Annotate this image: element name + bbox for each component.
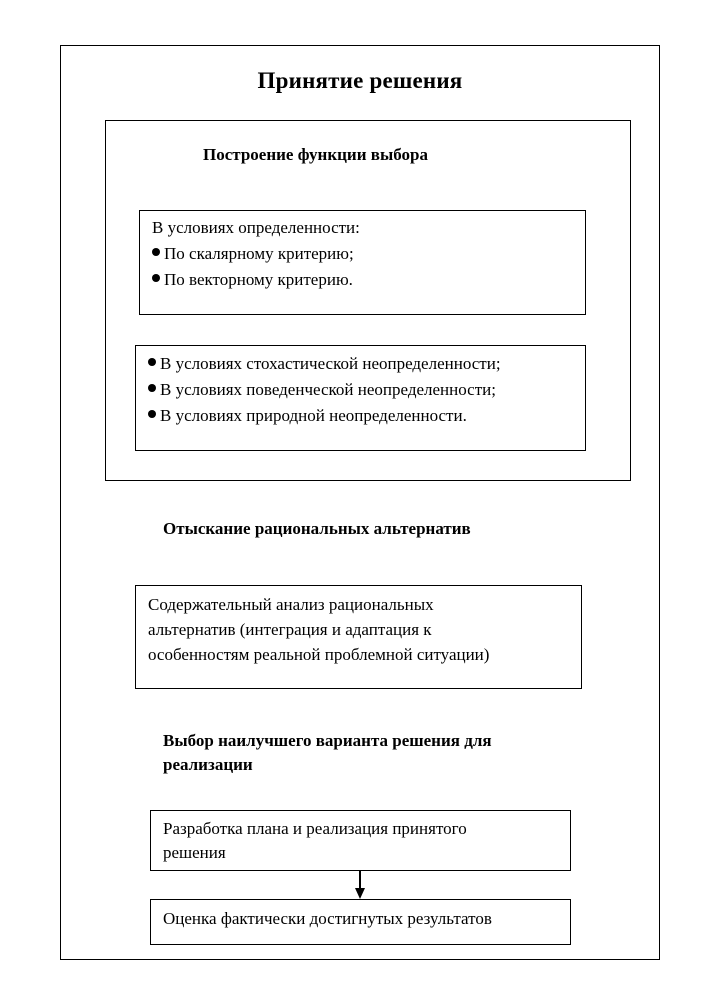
choice-function-heading: Построение функции выбора xyxy=(203,145,428,164)
best-option-heading-line: Выбор наилучшего варианта решения для xyxy=(163,731,492,750)
best-option-heading-line: реализации xyxy=(163,755,253,774)
diagram-title: Принятие решения xyxy=(257,68,463,93)
bullet-icon xyxy=(148,358,156,366)
certainty-box xyxy=(139,210,586,315)
uncertainty-item-label: В условиях стохастической неопределенности; xyxy=(160,354,501,373)
certainty-item-label: По векторному критерию. xyxy=(164,270,353,289)
uncertainty-item-label: В условиях природной неопределенности. xyxy=(160,406,467,425)
bullet-icon xyxy=(152,248,160,256)
bullet-icon xyxy=(148,410,156,418)
plan-implementation-box xyxy=(150,810,571,871)
uncertainty-item xyxy=(148,403,585,429)
results-evaluation-box xyxy=(150,899,571,945)
uncertainty-item-label: В условиях поведенческой неопределенности; xyxy=(160,380,496,399)
certainty-item-label: По скалярному критерию; xyxy=(164,244,354,263)
plan-implementation-line: решения xyxy=(163,843,226,862)
bullet-icon xyxy=(148,384,156,392)
uncertainty-box xyxy=(135,345,586,451)
bullet-icon xyxy=(152,274,160,282)
best-option-heading xyxy=(163,729,492,777)
alternatives-analysis-line: альтернатив (интеграция и адаптация к xyxy=(148,620,432,639)
certainty-item xyxy=(152,241,585,267)
certainty-header: В условиях определенности: xyxy=(152,218,360,237)
alternatives-heading: Отыскание рациональных альтернатив xyxy=(163,519,471,538)
alternatives-analysis-line: Содержательный анализ рациональных xyxy=(148,595,434,614)
results-evaluation-label: Оценка фактически достигнутых результатов xyxy=(163,909,492,928)
certainty-item xyxy=(152,267,585,293)
alternatives-analysis-box xyxy=(135,585,582,689)
plan-implementation-line: Разработка плана и реализация принятого xyxy=(163,819,467,838)
arrow-shaft xyxy=(359,871,361,889)
arrow-down-icon xyxy=(355,888,365,899)
uncertainty-item xyxy=(148,377,585,403)
uncertainty-item xyxy=(148,351,585,377)
alternatives-analysis-line: особенностям реальной проблемной ситуации) xyxy=(148,645,490,664)
